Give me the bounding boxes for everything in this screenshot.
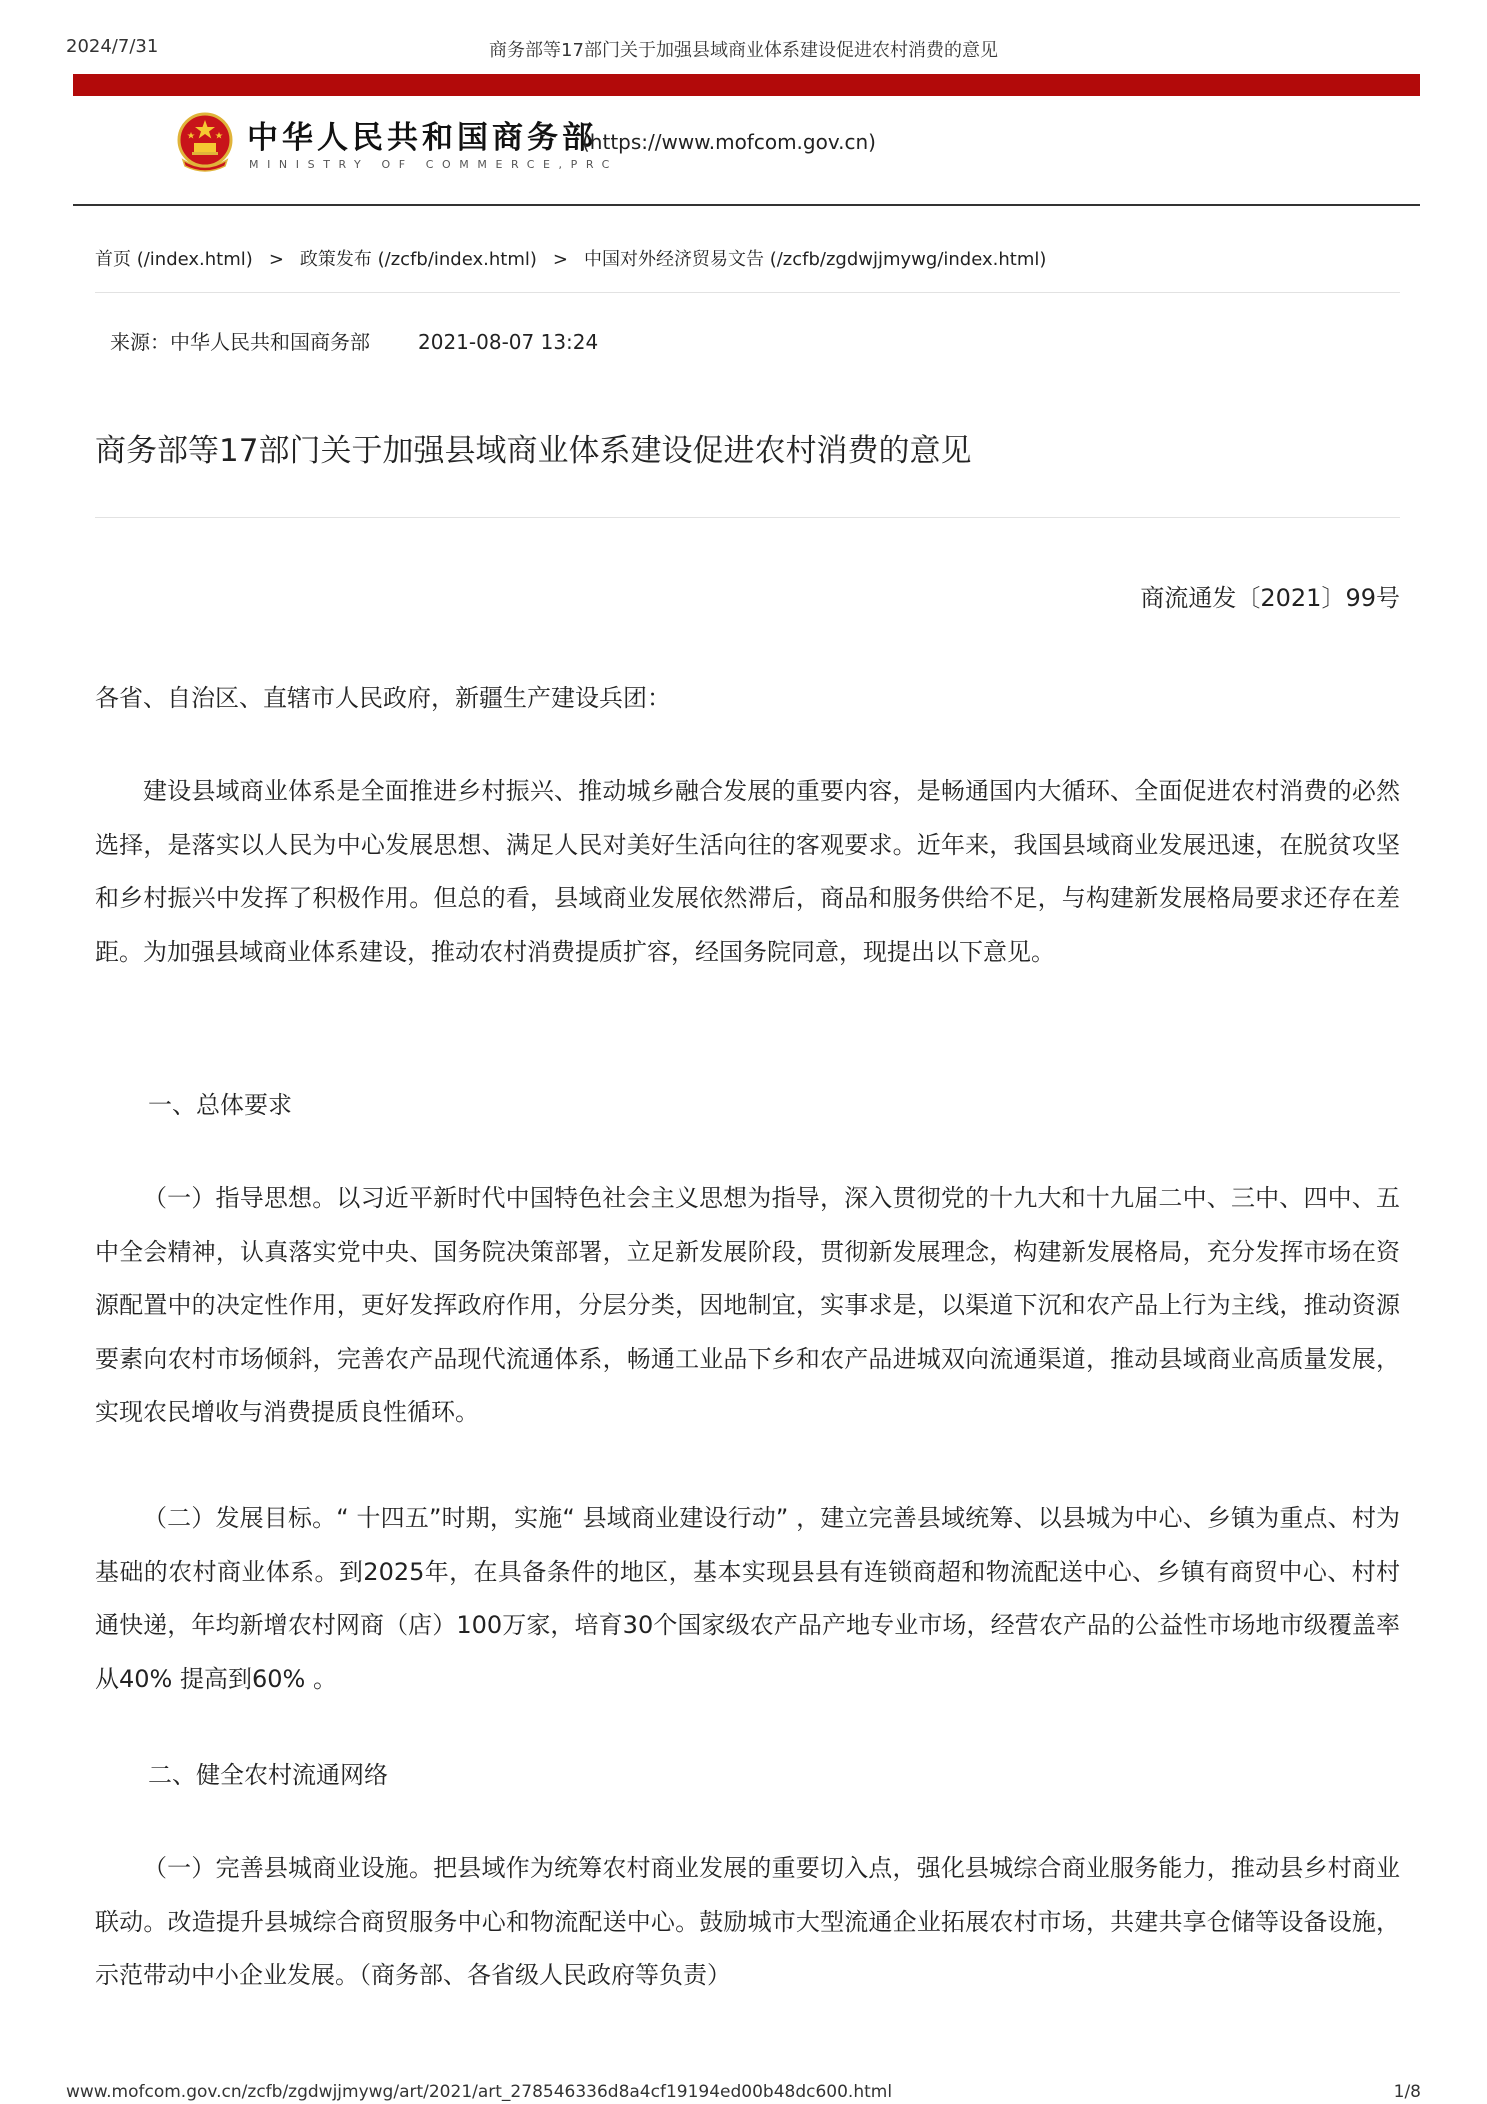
article-source: 来源：中华人民共和国商务部 [110,330,370,354]
breadcrumb-divider [95,292,1400,293]
print-date: 2024/7/31 [66,36,159,57]
paragraph-development-goals: （二）发展目标。“ 十四五”时期，实施“ 县域商业建设行动” ，建立完善县域统筹、以县城为中心、乡镇为重点、村为基础的农村商业体系。到2025年，在具备条件的地区，基本实现县县有连锁商超和物流配送中心、乡镇有商贸中心、村村通快递，年均新增农村网商（店）100万家，培育30个国家级农产品产地专业市场，经营农产品的公益性市场地市级覆盖率从40% 提高到60% 。 [95,1504,1400,1693]
breadcrumb-separator: > [552,249,568,270]
breadcrumb-policy[interactable]: 政策发布 (/zcfb/index.html) [299,249,537,270]
addressee: 各省、自治区、直辖市人民政府，新疆生产建设兵团： [95,684,671,712]
article-datetime: 2021-08-07 13:24 [418,330,599,354]
paragraph-intro: 建设县域商业体系是全面推进乡村振兴、推动城乡融合发展的重要内容，是畅通国内大循环、全面促进农村消费的必然选择，是落实以人民为中心发展思想、满足人民对美好生活向往的客观要求。近年来，我国县域商业发展迅速，在脱贫攻坚和乡村振兴中发挥了积极作用。但总的看，县域商业发展依然滞后，商品和服务供给不足，与构建新发展格局要求还存在差距。为加强县域商业体系建设，推动农村消费提质扩容，经国务院同意，现提出以下意见。 [95,777,1400,966]
article-title: 商务部等17部门关于加强县域商业体系建设促进农村消费的意见 [95,433,972,469]
national-emblem-icon [175,112,235,174]
print-title: 商务部等17部门关于加强县域商业体系建设促进农村消费的意见 [489,40,998,61]
site-header-bar [73,74,1420,96]
breadcrumb [95,245,1046,271]
print-header [0,30,1487,60]
breadcrumb-separator: > [268,249,284,270]
breadcrumb-home[interactable]: 首页 (/index.html) [95,249,253,270]
logo-name-en: MINISTRY OF COMMERCE,PRC [249,158,618,171]
title-divider [95,517,1400,518]
page-number: 1/8 [1393,2082,1421,2102]
header-divider [73,204,1420,206]
paragraph-guiding-thought: （一）指导思想。以习近平新时代中国特色社会主义思想为指导，深入贯彻党的十九大和十九届二中、三中、四中、五中全会精神，认真落实党中央、国务院决策部署，立足新发展阶段，贯彻新发展理念，构建新发展格局，充分发挥市场在资源配置中的决定性作用，更好发挥政府作用，分层分类，因地制宜，实事求是，以渠道下沉和农产品上行为主线，推动资源要素向农村市场倾斜，完善农产品现代流通体系，畅通工业品下乡和农产品进城双向流通渠道，推动县域商业高质量发展，实现农民增收与消费提质良性循环。 [95,1184,1400,1427]
logo-url[interactable]: (https://www.mofcom.gov.cn) [582,130,876,154]
site-logo[interactable] [175,108,1275,178]
footer-url: www.mofcom.gov.cn/zcfb/zgdwjjmywg/art/2021/art_278546336d8a4cf19194ed00b48dc600.html [66,2082,893,2102]
article-meta [110,326,598,355]
section-heading-1: 一、总体要求 [148,1091,292,1119]
logo-name-cn: 中华人民共和国商务部 [247,120,597,156]
document-number: 商流通发〔2021〕99号 [1140,584,1400,612]
breadcrumb-bulletin[interactable]: 中国对外经济贸易文告 (/zcfb/zgdwjjmywg/index.html) [583,249,1047,270]
paragraph-county-facilities: （一）完善县城商业设施。把县域作为统筹农村商业发展的重要切入点，强化县城综合商业服务能力，推动县乡村商业联动。改造提升县城综合商贸服务中心和物流配送中心。鼓励城市大型流通企业拓展农村市场，共建共享仓储等设备设施，示范带动中小企业发展。（商务部、各省级人民政府等负责） [95,1854,1400,1990]
section-heading-2: 二、健全农村流通网络 [148,1761,388,1789]
